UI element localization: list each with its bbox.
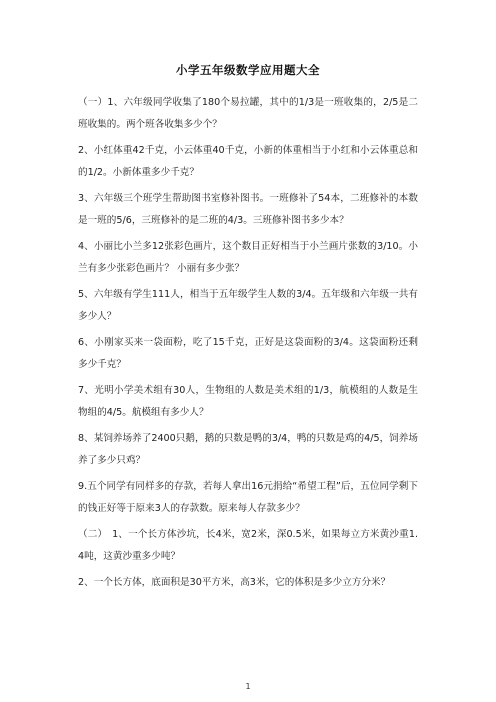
document-body: [78, 92, 418, 598]
question-paragraph: （一）1、六年级同学收集了180个易拉罐，其中的1/3是一班收集的，2/5是二班收集的。两个班各收集多少个？: [78, 97, 418, 130]
question-paragraph: 8、某饲养场养了2400只鹅，鹅的只数是鸭的3/4，鸭的只数是鸡的4/5，饲养场养了多少只鸡？: [78, 433, 418, 466]
question-paragraph: 4、小丽比小兰多12张彩色画片，这个数目正好相当于小兰画片张数的3/10。小兰有多少张彩色画片？ 小丽有多少张？: [78, 241, 418, 274]
question-paragraph: （二） 1、一个长方体沙坑，长4米，宽2米，深0.5米，如果每立方米黄沙重1.4吨，这黄沙重多少吨？: [78, 529, 418, 562]
question-paragraph: 2、一个长方体，底面积是30平方米，高3米，它的体积是多少立方分米？: [78, 577, 391, 588]
question-paragraph: 9.五个同学有同样多的存款，若每人拿出16元捐给“希望工程”后，五位同学剩下的钱正好等于原来3人的存款数。原来每人存款多少？: [78, 481, 418, 514]
question-paragraph: 5、六年级有学生111人，相当于五年级学生人数的3/4。五年级和六年级一共有多少人？: [78, 289, 418, 322]
page-number: 1: [245, 682, 251, 691]
document-title: 小学五年级数学应用题大全: [176, 63, 320, 77]
question-paragraph: 7、光明小学美术组有30人，生物组的人数是美术组的1/3，航模组的人数是生物组的4/5。航模组有多少人？: [78, 385, 418, 418]
question-paragraph: 6、小刚家买来一袋面粉，吃了15千克，正好是这袋面粉的3/4。这袋面粉还剩多少千克？: [78, 337, 418, 370]
question-paragraph: 2、小红体重42千克，小云体重40千克，小新的体重相当于小红和小云体重总和的1/2。小新体重多少千克？: [78, 145, 418, 178]
question-paragraph: 3、六年级三个班学生帮助图书室修补图书。一班修补了54本，二班修补的本数是一班的5/6，三班修补的是二班的4/3。三班修补图书多少本？: [78, 193, 418, 226]
